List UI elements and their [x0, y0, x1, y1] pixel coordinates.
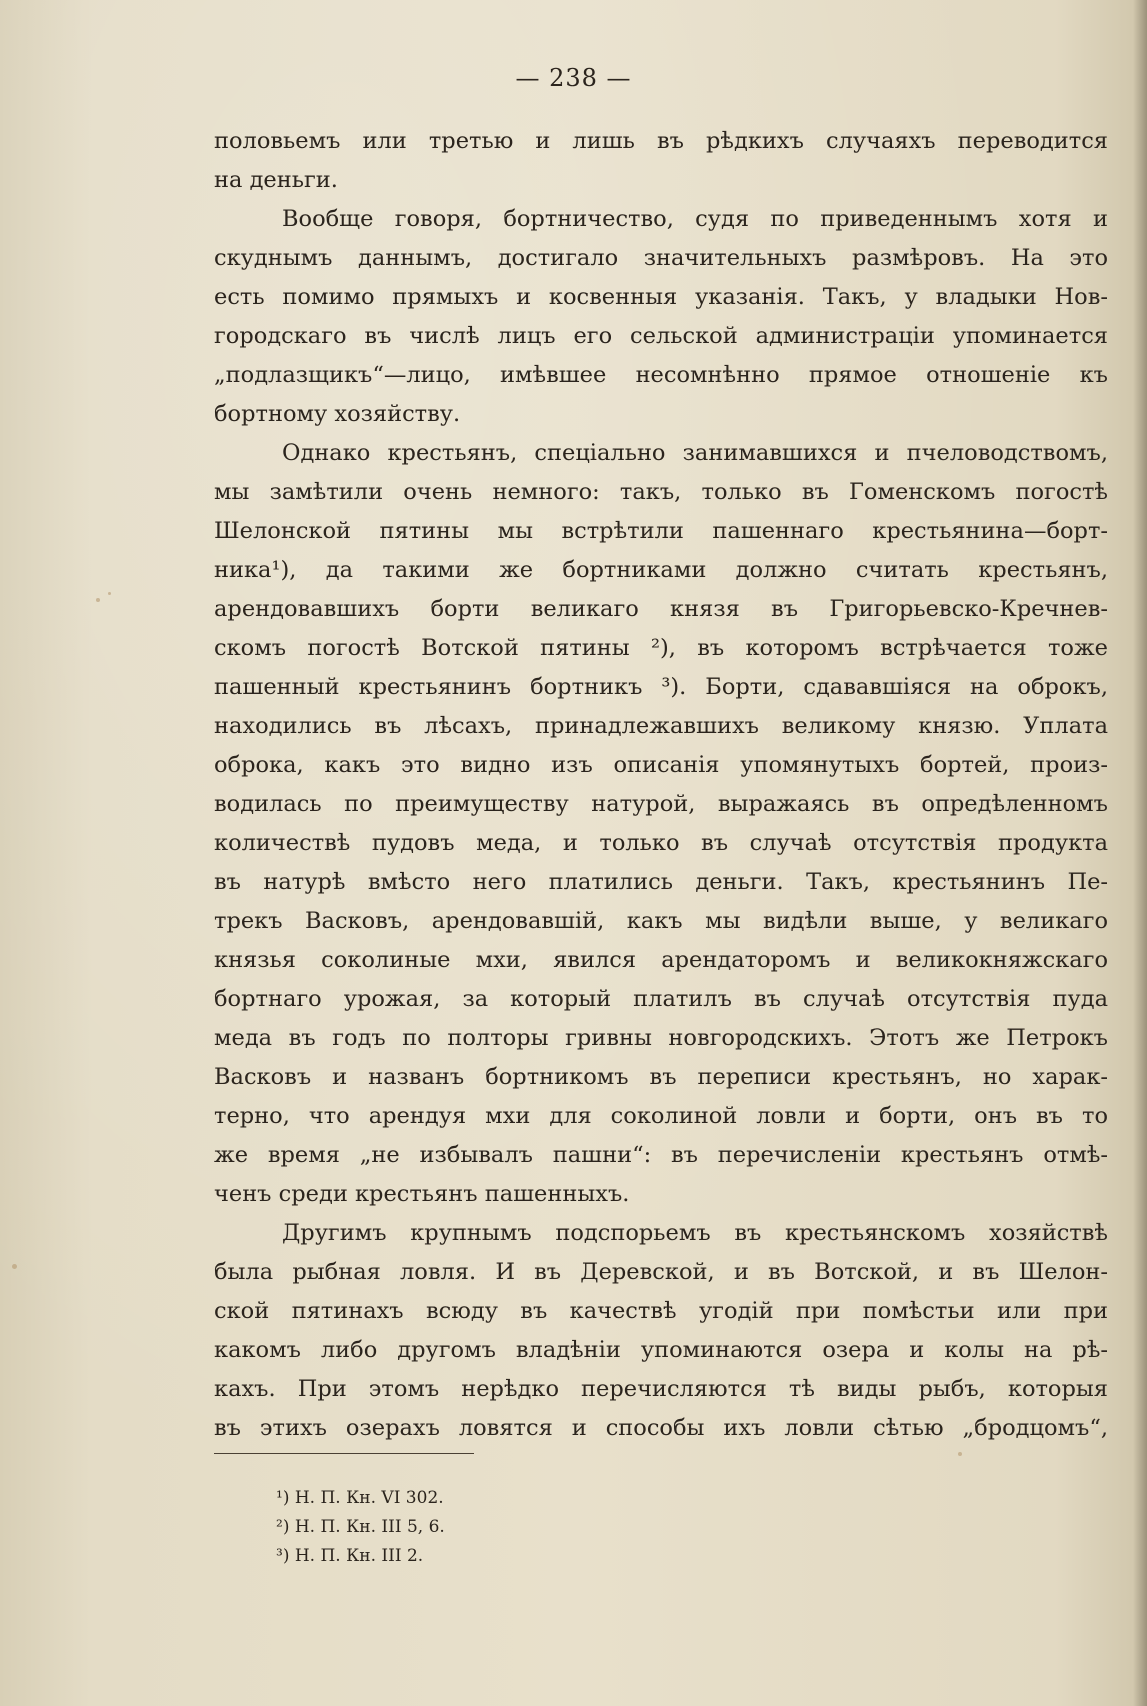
paper-speck — [96, 598, 100, 602]
text-line: терно, что арендуя мхи для соколиной ловли и борти, онъ въ то — [214, 1103, 1108, 1129]
text-line: Васковъ и названъ бортникомъ въ переписи крестьянъ, но харак- — [214, 1064, 1108, 1090]
text-line: же время „не избывалъ пашни“: въ перечисленіи крестьянъ отмѣ- — [214, 1142, 1108, 1168]
text-line: пашенный крестьянинъ бортникъ ³). Борти, сдававшіяся на оброкъ, — [214, 674, 1108, 700]
paper-speck — [12, 1264, 17, 1269]
text-line: оброка, какъ это видно изъ описанія упомянутыхъ бортей, произ- — [214, 752, 1108, 778]
text-line: бортнаго урожая, за который платилъ въ случаѣ отсутствія пуда — [214, 986, 1108, 1012]
text-line: водилась по преимуществу натурой, выражаясь въ опредѣленномъ — [214, 791, 1108, 817]
text-line: скуднымъ даннымъ, достигало значительныхъ размѣровъ. На это — [214, 245, 1108, 271]
text-line: половьемъ или третью и лишь въ рѣдкихъ случаяхъ переводится — [214, 128, 1108, 154]
text-line: есть помимо прямыхъ и косвенныя указанія. Такъ, у владыки Нов- — [214, 284, 1108, 310]
text-line: ника¹), да такими же бортниками должно считать крестьянъ, — [214, 557, 1108, 583]
page-number: — 238 — — [515, 64, 632, 92]
text-line: князья соколиные мхи, явился арендаторомъ и великокняжскаго — [214, 947, 1108, 973]
page-edge-shadow — [1133, 0, 1147, 1706]
footnote: ¹) Н. П. Кн. VI 302. — [276, 1488, 444, 1508]
text-line: въ натурѣ вмѣсто него платились деньги. Такъ, крестьянинъ Пе- — [214, 869, 1108, 895]
footnote: ³) Н. П. Кн. III 2. — [276, 1546, 424, 1566]
text-line: скомъ погостѣ Вотской пятины ²), въ которомъ встрѣчается тоже — [214, 635, 1108, 661]
footnotes — [276, 1484, 876, 1571]
text-line: бортному хозяйству. — [214, 401, 461, 427]
text-line: какомъ либо другомъ владѣніи упоминаются озера и колы на рѣ- — [214, 1337, 1108, 1363]
text-line: „подлазщикъ“—лицо, имѣвшее несомнѣнно прямое отношеніе къ — [214, 362, 1108, 388]
body-text — [214, 122, 1108, 1448]
footnote-separator — [214, 1453, 474, 1454]
text-line: находились въ лѣсахъ, принадлежавшихъ великому князю. Уплата — [214, 713, 1108, 739]
text-line: Другимъ крупнымъ подспорьемъ въ крестьянскомъ хозяйствѣ — [282, 1220, 1108, 1246]
paper-speck — [958, 1452, 962, 1456]
text-line: меда въ годъ по полторы гривны новгородскихъ. Этотъ же Петрокъ — [214, 1025, 1108, 1051]
text-line: количествѣ пудовъ меда, и только въ случаѣ отсутствія продукта — [214, 830, 1108, 856]
text-line: трекъ Васковъ, арендовавшій, какъ мы видѣли выше, у великаго — [214, 908, 1108, 934]
text-line: городскаго въ числѣ лицъ его сельской администраціи упоминается — [214, 323, 1108, 349]
text-line: Шелонской пятины мы встрѣтили пашеннаго крестьянина—борт- — [214, 518, 1108, 544]
text-line: въ этихъ озерахъ ловятся и способы ихъ ловли сѣтью „бродцомъ“, — [214, 1415, 1108, 1441]
text-line: была рыбная ловля. И въ Деревской, и въ Вотской, и въ Шелон- — [214, 1259, 1108, 1285]
text-line: Вообще говоря, бортничество, судя по приведеннымъ хотя и — [282, 206, 1108, 232]
paper-speck — [108, 592, 111, 595]
text-line: ской пятинахъ всюду въ качествѣ угодій при помѣстьи или при — [214, 1298, 1108, 1324]
text-line: на деньги. — [214, 167, 338, 193]
text-line: кахъ. При этомъ нерѣдко перечисляются тѣ виды рыбъ, которыя — [214, 1376, 1108, 1402]
text-line: ченъ среди крестьянъ пашенныхъ. — [214, 1181, 630, 1207]
text-line: мы замѣтили очень немного: такъ, только въ Гоменскомъ погостѣ — [214, 479, 1108, 505]
text-line: Однако крестьянъ, спеціально занимавшихся и пчеловодствомъ, — [282, 440, 1108, 466]
footnote: ²) Н. П. Кн. III 5, 6. — [276, 1517, 445, 1537]
text-line: арендовавшихъ борти великаго князя въ Григорьевско-Кречнев- — [214, 596, 1108, 622]
